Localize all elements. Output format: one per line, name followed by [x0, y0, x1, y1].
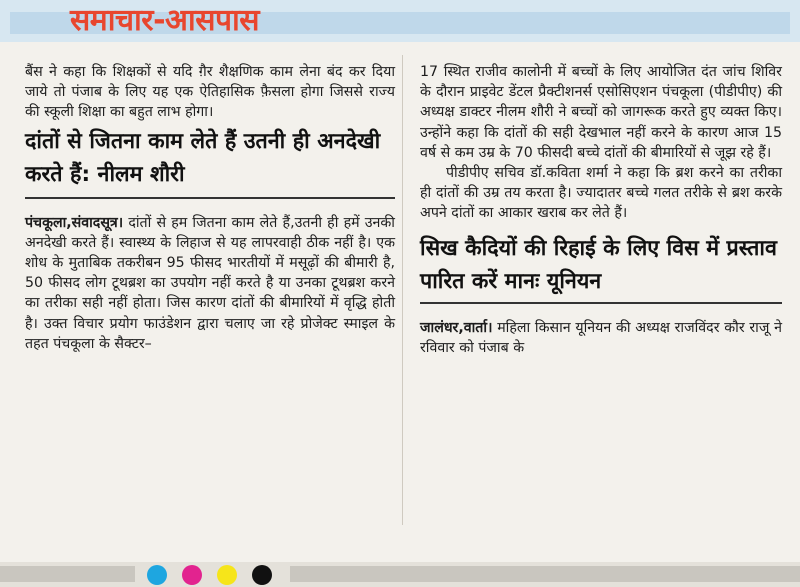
article-text: दांतों से हम जितना काम लेते हैं,उतनी ही हमें उनकी अनदेखी करते हैं। स्वास्थ्य के लिहाज से यह लापरवाही ठीक नहीं है। एक शोध के मुताबिक तकरीबन 95 फीसद भारतीयों में मसूढ़ों की बीमारी है, 50 फीसद लोग टूथब्रश का उपयोग नहीं करते है या उनका टूथब्रश करने का तरीका सही नहीं होता। जिस कारण दांतों की बीमारियों में वृद्धि होती है। उक्त विचार प्रयोग फाउंडेशन द्वारा चलाए जा रहे प्रोजेक्ट स्माइल के तहत पंचकूला के सैक्टर– — [25, 214, 395, 352]
right-column — [420, 62, 782, 358]
registration-bar-left — [0, 566, 135, 582]
article-body-union — [420, 318, 782, 358]
section-header — [0, 0, 800, 42]
magenta-swatch — [182, 565, 202, 585]
registration-bar-right — [290, 566, 800, 582]
article-headline-union: सिख कैदियों की रिहाई के लिए विस में प्रस्ताव पारित करें मानः यूनियन — [420, 232, 782, 304]
left-column — [25, 62, 395, 354]
cyan-swatch — [147, 565, 167, 585]
yellow-swatch — [217, 565, 237, 585]
dateline: पंचकूला,संवादसूत्र। — [25, 214, 124, 231]
carryover-paragraph: बैंस ने कहा कि शिक्षकों से यदि ग़ैर शैक्षणिक काम लेना बंद कर दिया जाये तो पंजाब के लिए यह एक ऐतिहासिक फ़ैसला होगा जिससे राज्य की स्कूली शिक्षा का बहुत लाभ होगा। — [25, 64, 395, 121]
column-divider — [402, 55, 403, 525]
article-body-teeth — [25, 213, 395, 354]
section-title: समाचार-आसपास — [70, 3, 260, 38]
secretary-paragraph: पीडीपीए सचिव डॉ.कविता शर्मा ने कहा कि ब्रश करने का तरीका ही दांतों की उम्र तय करता है। ज्यादातर बच्चे गलत तरीके से ब्रश करके अपने दांतों का आकार खराब कर लेते हैं। — [420, 165, 782, 222]
dateline: जालंधर,वार्ता। — [420, 319, 493, 336]
continuation-paragraph: 17 स्थित राजीव कालोनी में बच्चों के लिए आयोजित दंत जांच शिविर के दौरान प्राइवेट डेंटल प्रैक्टीशनर्स एसोसिएशन पंचकूला (पीडीपीए) की अध्यक्ष डाक्टर नीलम शौरी ने बच्चों को जागरूक करते हुए व्यक्त किए। उन्होंने कहा कि दांतों की सही देखभाल नहीं करने के कारण आज 15 वर्ष से कम उम्र के 70 फीसदी बच्चे दांतों की बीमारियों से जूझ रहे हैं। — [420, 64, 782, 161]
article-headline-teeth: दांतों से जितना काम लेते हैं उतनी ही अनदेखी करते हैं: नीलम शौरी — [25, 125, 395, 199]
black-swatch — [252, 565, 272, 585]
article-text: महिला किसान यूनियन की अध्यक्ष राजविंदर कौर राजू ने रविवार को पंजाब के — [420, 319, 782, 356]
